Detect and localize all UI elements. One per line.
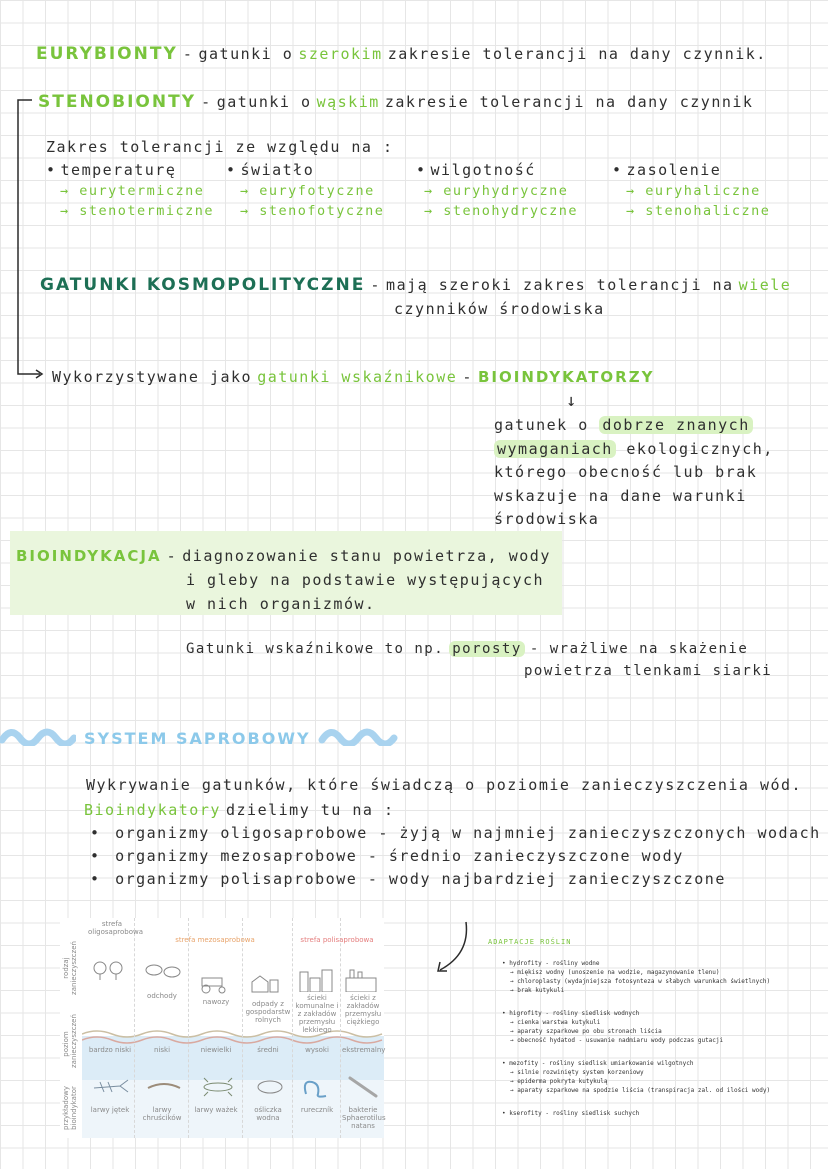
tolerance-humidity-steno: → stenohydryczne: [424, 203, 579, 219]
stenobionty-term: STENOBIONTY: [38, 92, 196, 112]
figure-level-low: niski: [153, 1046, 171, 1054]
bioindicators-def1-highlight: dobrze znanych: [599, 416, 752, 434]
example-line: [186, 638, 748, 657]
tolerance-col-salinity: [612, 161, 770, 219]
animals-icon: [144, 960, 184, 980]
stenobionty-dash: -: [201, 93, 212, 111]
figure-row-label-level: poziom zanieczyszczeń: [62, 1014, 78, 1068]
kosmo-dash: -: [370, 276, 381, 294]
mayfly-larva-icon: [90, 1076, 130, 1098]
bioindicators-line-a: Wykorzystywane jako: [52, 368, 253, 386]
adaptations-line-11: → epiderma pokryta kutykulą: [510, 1078, 608, 1085]
tolerance-humidity-eury: → euryhydryczne: [424, 183, 569, 199]
bioindicators-def-line2: [494, 438, 774, 462]
saprobowy-item-oligo: [90, 822, 821, 845]
example-c: powietrza tlenkami siarki: [524, 663, 773, 679]
example-a: Gatunki wskaźnikowe to np.: [186, 641, 445, 657]
bacteria-icon: [344, 1074, 382, 1100]
saprobowy-item-oligo-name: organizmy oligosaprobowe: [115, 824, 368, 842]
wave-decoration-left: [0, 726, 76, 746]
bioindicators-def-line5: środowiska: [494, 510, 600, 528]
saprobowy-intro: Wykrywanie gatunków, które świadczą o poziomie zanieczyszczenia wód.: [86, 776, 803, 794]
bioindykacja-dash: -: [166, 547, 178, 565]
bioindykacja-block: [16, 546, 551, 565]
wave-decoration-right: [318, 726, 400, 746]
kosmo-term: GATUNKI KOSMOPOLITYCZNE: [40, 275, 366, 295]
kosmo-def-a: mają szeroki zakres tolerancji na: [386, 276, 734, 294]
saprobowy-item-poli: [90, 868, 821, 891]
saprobowy-list: [90, 822, 821, 891]
figure-col-sep-5: [340, 918, 341, 1138]
eurybionty-term: EURYBIONTY: [36, 44, 178, 64]
saprobowy-item-mezo-name: organizmy mezosaprobowe: [115, 847, 358, 865]
figure-zone-oligo: strefa oligosaprobowa: [88, 920, 144, 936]
tolerance-head-salinity: • zasolenie: [612, 161, 770, 179]
bioindicators-def-line3: którego obecność lub brak: [494, 463, 758, 481]
bioindicators-def-line1: [494, 414, 774, 438]
bioindicators-def1-a: gatunek o: [494, 416, 589, 434]
adaptations-line-13: • kserofity - rośliny siedlisk suchych: [502, 1110, 640, 1117]
bioindicators-def2-b: ekologicznych,: [626, 439, 774, 458]
tolerance-head-temperature: • temperaturę: [46, 161, 214, 179]
city-icon: [298, 968, 336, 992]
figure-organism-mayfly: larwy jętek: [90, 1106, 130, 1114]
figure-zone-poli: strefa polisaprobowa: [300, 936, 374, 944]
saprobowy-sub-b: dzielimy tu na :: [226, 801, 395, 819]
adaptations-line-8: → obecność hydatod - usuwanie nadmiaru wody podczas gutacji: [510, 1037, 724, 1044]
example-highlight: porosty: [449, 641, 525, 657]
figure-organism-water-louse: ośliczka wodna: [254, 1106, 282, 1122]
stenobionty-def-b: zakresie tolerancji na dany czynnik: [384, 93, 754, 111]
bioindicators-dash: -: [462, 368, 473, 386]
kosmo-line: [40, 275, 791, 295]
adaptations-line-6: → cienka warstwa kutykuli: [510, 1019, 601, 1026]
tolerance-temperature-eury: → eurytermiczne: [60, 183, 205, 199]
saprobowy-item-poli-desc: - wody najbardziej zanieczyszczone: [367, 870, 726, 888]
curved-arrow: [430, 918, 474, 978]
adaptations-line-10: → silnie rozwinięty system korzeniowy: [510, 1069, 644, 1076]
figure-row-label-type: rodzaj zanieczyszczeń: [62, 941, 78, 995]
figure-organism-caddisfly: larwy chruścików: [142, 1106, 182, 1122]
bioindicators-term: BIOINDYKATORZY: [478, 368, 655, 386]
figure-row-label-organism: przykładowy bioindykator: [62, 1085, 78, 1131]
tree-icon: [92, 958, 128, 982]
eurybionty-dash: -: [182, 45, 194, 63]
saprobowy-title: SYSTEM SAPROBOWY: [84, 729, 311, 748]
figure-organism-bacteria: bakterie Sphaerotilus natans: [342, 1106, 386, 1130]
bioindicators-line-highlight: gatunki wskaźnikowe: [257, 368, 458, 386]
caddisfly-larva-icon: [144, 1078, 184, 1098]
adaptations-line-4: → brak kutykuli: [510, 987, 565, 994]
bioindicators-def2-highlight: wymaganiach: [494, 440, 616, 458]
bioindicators-def: [494, 414, 774, 532]
figure-zone-mezo: strefa mezosaprobowa: [175, 936, 255, 944]
dragonfly-larva-icon: [198, 1076, 238, 1098]
tolerance-temperature-steno: → stenotermiczne: [60, 203, 215, 219]
eurybionty-def-a: gatunki o: [198, 45, 294, 63]
eurybionty-def-highlight: szerokim: [298, 45, 383, 63]
adaptations-line-5: • higrofity - rośliny siedlisk wodnych: [502, 1010, 640, 1017]
figure-level-very-low: bardzo niski: [88, 1046, 132, 1054]
figure-organism-dragonfly: larwy ważek: [194, 1106, 238, 1114]
tractor-icon: [198, 976, 234, 994]
adaptations-line-3: → chloroplasty (wydajniejsza fotosynteza w słabych warunkach świetlnych): [510, 978, 771, 985]
tolerance-salinity-steno: → stenohaliczne: [626, 203, 771, 219]
eurybionty-def-b: zakresie tolerancji na dany czynnik.: [387, 45, 767, 63]
figure-source-farm-waste: odpady z gospodarstw rolnych: [245, 1000, 291, 1024]
figure-level-high: wysoki: [305, 1046, 329, 1054]
saprobowy-item-mezo-desc: - średnio zanieczyszczone wody: [367, 847, 684, 865]
tolerance-col-humidity: [416, 161, 578, 219]
adaptations-line-1: • hydrofity - rośliny wodne: [502, 960, 600, 967]
figure-source-industrial: ścieki z zakładów przemysłu ciężkiego: [344, 994, 382, 1026]
water-louse-icon: [250, 1076, 290, 1098]
tolerance-salinity-eury: → euryhaliczne: [626, 183, 761, 199]
saprobowy-subline: [84, 800, 395, 819]
bioindykacja-line2: i gleby na podstawie występujących: [186, 571, 545, 589]
saprobowy-item-mezo: [90, 845, 821, 868]
bioindykacja-line1: diagnozowanie stanu powietrza, wody: [182, 547, 551, 565]
adaptations-line-9: • mezofity - rośliny siedlisk umiarkowanie wilgotnych: [502, 1060, 694, 1067]
saprobowy-item-oligo-desc: - żyją w najmniej zanieczyszczonych wodach: [378, 824, 821, 842]
tolerance-light-eury: → euryfotyczne: [240, 183, 375, 199]
tolerance-intro: Zakres tolerancji ze względu na :: [46, 138, 394, 156]
bioindicators-line: [52, 367, 654, 386]
tubifex-icon: [298, 1074, 338, 1100]
example-b: - wrażliwe na skażenie: [529, 641, 749, 657]
stenobionty-def-a: gatunki o: [216, 93, 312, 111]
bioindicators-arrow: ↓: [566, 391, 578, 411]
figure-col-sep-1: [134, 918, 135, 1138]
saprobowy-sub-highlight: Bioindykatory: [84, 801, 221, 819]
kosmo-def-highlight: wiele: [738, 276, 792, 294]
figure-source-faeces: odchody: [147, 992, 177, 1000]
bioindicators-def-line4: wskazuje na dane warunki: [494, 486, 747, 505]
figure-source-fertilizers: nawozy: [202, 998, 230, 1006]
figure-level-medium: średni: [257, 1046, 279, 1054]
kosmo-def-b: czynników środowiska: [394, 300, 605, 318]
farm-icon: [250, 974, 282, 994]
tolerance-col-temperature: [46, 161, 214, 219]
eurybionty-line: [36, 44, 767, 64]
stenobionty-def-highlight: wąskim: [316, 93, 380, 111]
tolerance-head-humidity: • wilgotność: [416, 161, 578, 179]
figure-level-small: niewielki: [200, 1046, 232, 1054]
saprobic-figure: [60, 918, 384, 1138]
tolerance-light-steno: → stenofotyczne: [240, 203, 385, 219]
adaptations-line-2: → miękisz wodny (unoszenie na wodzie, magazynowanie tlenu): [510, 969, 720, 976]
adaptations-line-12: → aparaty szparkowe na spodzie liścia (transpiracja zal. od ilości wody): [510, 1087, 771, 1094]
bracket-connector: [10, 96, 50, 382]
tolerance-col-light: [226, 161, 384, 219]
tolerance-head-light: • światło: [226, 161, 384, 179]
bioindykacja-term: BIOINDYKACJA: [16, 547, 162, 565]
adaptations-line-7: → aparaty szparkowe po obu stronach liścia: [510, 1028, 662, 1035]
adaptations-title: ADAPTACJE ROŚLIN: [488, 938, 572, 946]
bioindykacja-line3: w nich organizmów.: [186, 595, 376, 613]
figure-col-sep-2: [188, 918, 189, 1138]
saprobowy-item-poli-name: organizmy polisaprobowe: [115, 870, 358, 888]
figure-source-municipal: ścieki komunalne i z zakładów przemysłu lekkiego: [295, 994, 339, 1034]
factory-icon: [344, 968, 380, 992]
figure-organism-tubifex: rureczník: [300, 1106, 334, 1114]
figure-col-sep-4: [292, 918, 293, 1138]
stenobionty-line: [38, 92, 753, 112]
figure-col-sep-3: [242, 918, 243, 1138]
figure-level-extreme: ekstremalny: [342, 1046, 386, 1054]
